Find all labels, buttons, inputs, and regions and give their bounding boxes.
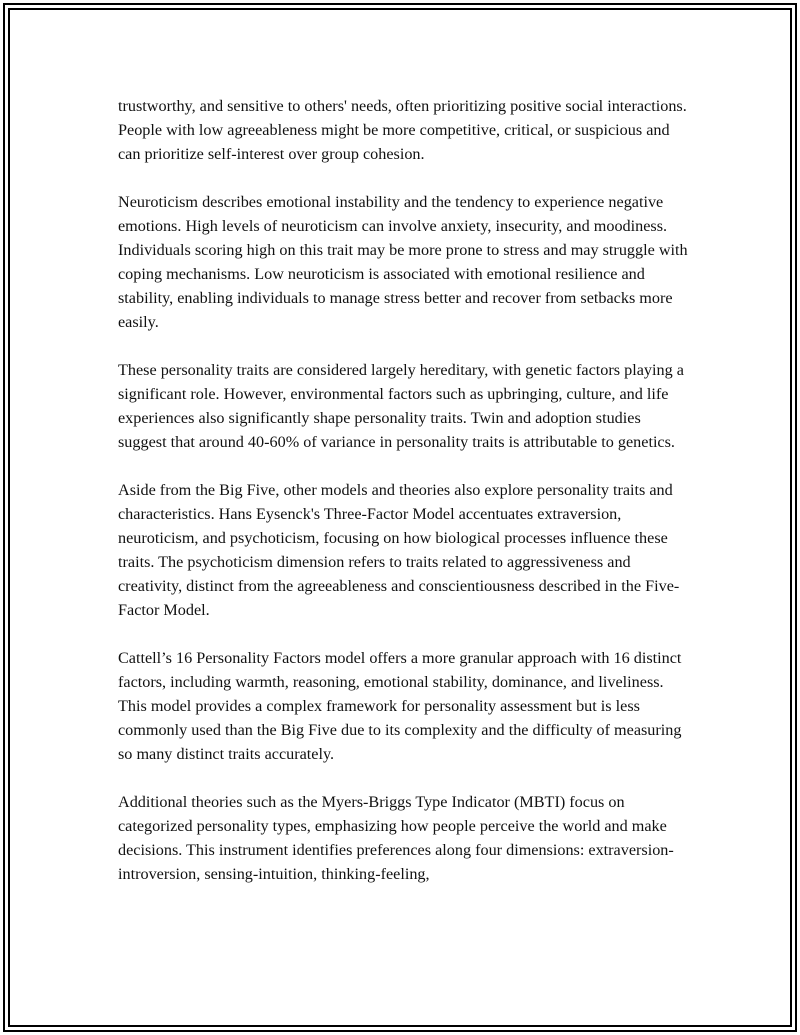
paragraph-neuroticism: Neuroticism describes emotional instability and the tendency to experience negative emotions. High levels of neuroticism can involve anxiety, insecurity, and moodiness. Individuals scoring high on this trait may be more prone to stress and may struggle with coping mechanisms. Low neuroticism is associated with emotional resilience and stability, enabling individuals to manage stress better and recover from setbacks more easily. <box>118 193 688 331</box>
paragraph-agreeableness: trustworthy, and sensitive to others' needs, often prioritizing positive social interactions. People with low agreeableness might be more competitive, critical, or suspicious and can prioritize self-interest over group cohesion. <box>118 97 687 163</box>
paragraph-eysenck-model: Aside from the Big Five, other models and theories also explore personality traits and characteristics. Hans Eysenck's Three-Factor Model accentuates extraversion, neuroticism, and psychoticism, focusing on how biological processes influence these traits. The psychoticism dimension refers to traits related to aggressiveness and creativity, distinct from the agreeableness and conscientiousness described in the Five-Factor Model. <box>118 481 680 619</box>
paragraph-cattell-model: Cattell’s 16 Personality Factors model offers a more granular approach with 16 distinct factors, including warmth, reasoning, emotional stability, dominance, and liveliness. This model provides a complex framework for personality assessment but is less commonly used than the Big Five due to its complexity and the difficulty of measuring so many distinct traits accurately. <box>118 649 682 763</box>
paragraph-heredity: These personality traits are considered largely hereditary, with genetic factors playing a significant role. However, environmental factors such as upbringing, culture, and life experiences also significantly shape personality traits. Twin and adoption studies suggest that around 40-60% of variance in personality traits is attributable to genetics. <box>118 361 684 451</box>
paragraph-mbti: Additional theories such as the Myers-Briggs Type Indicator (MBTI) focus on categorized personality types, emphasizing how people perceive the world and make decisions. This instrument identifies preferences along four dimensions: extraversion-introversion, sensing-intuition, thinking-feeling, <box>118 793 674 883</box>
document-body <box>118 94 688 910</box>
